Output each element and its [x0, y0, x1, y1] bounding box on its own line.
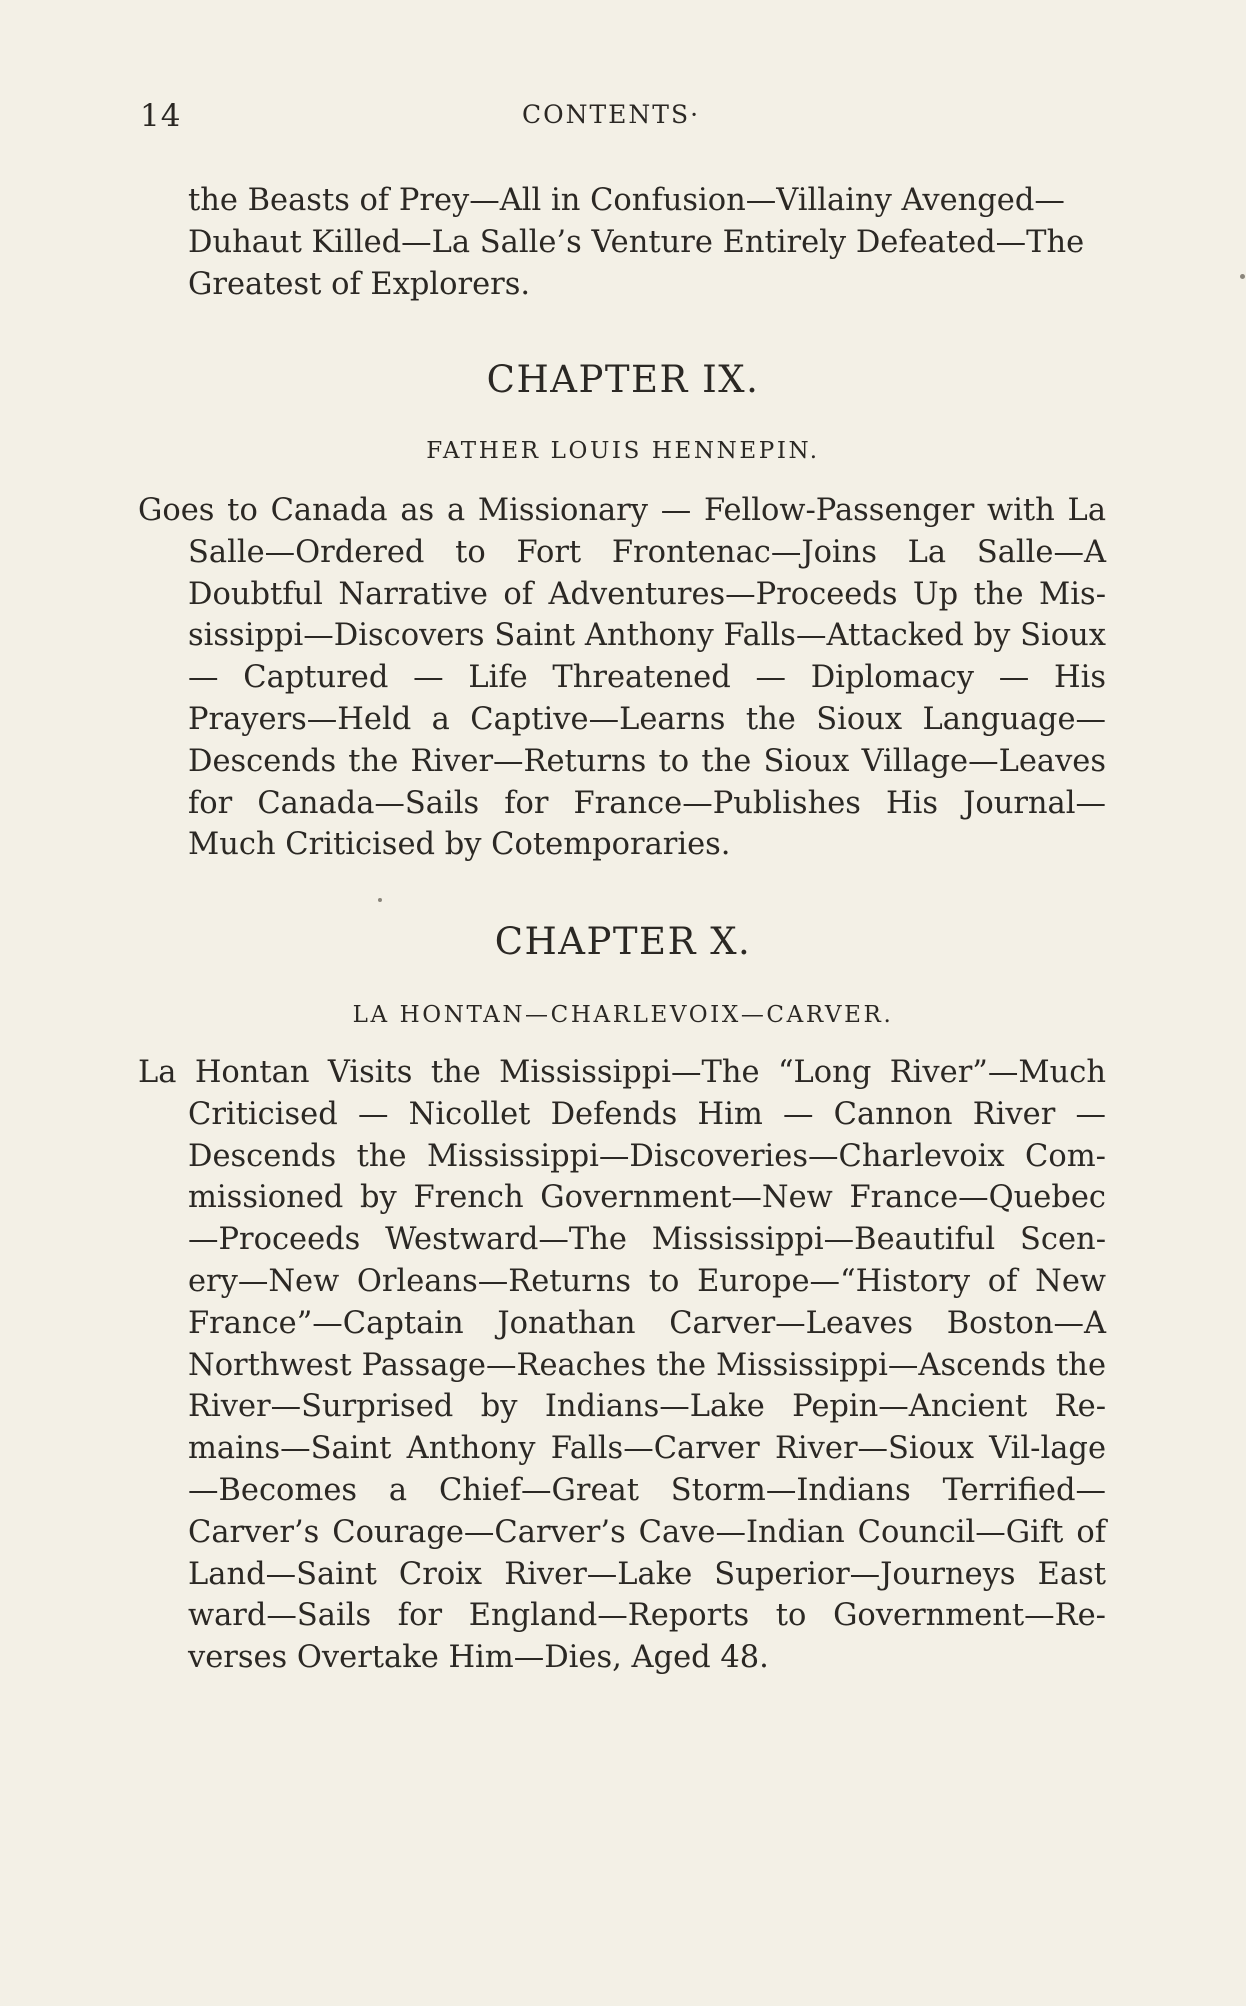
running-head: CONTENTS· — [522, 100, 701, 129]
paper-speck — [1240, 274, 1245, 279]
chapter-heading-ix: CHAPTER IX. — [486, 358, 760, 401]
continued-summary-text: the Beasts of Prey—All in Confusion—Villainy Avenged—Duhaut Killed—La Salle’s Venture Entirely Defeated—The Greatest of Explorers. — [188, 183, 1085, 302]
chapter-summary-x: La Hontan Visits the Mississippi—The “Long River”—Much Criticised — Nicollet Defends Him — Cannon River — Descends the Mississippi—Discoveries—Charlevoix Com-missioned by French Government—New France—Quebec —Proceeds Westward—The Mississippi—Beautiful Scen-ery—New Orleans—Returns to Europe—“History of New France”—Captain Jonathan Carver—Leaves Boston—A Northwest Passage—Reaches the Mississippi—Ascends the River—Surprised by Indians—Lake Pepin—Ancient Re-mains—Saint Anthony Falls—Carver River—Sioux Vil-lage—Becomes a Chief—Great Storm—Indians Terrified—Carver’s Courage—Carver’s Cave—Indian Council—Gift of Land—Saint Croix River—Lake Superior—Journeys East ward—Sails for England—Reports to Government—Re-verses Overtake Him—Dies, Aged 48. — [138, 1055, 1106, 1676]
chapter-summary-ix: Goes to Canada as a Missionary — Fellow-Passenger with La Salle—Ordered to Fort Frontenac—Joins La Salle—A Doubtful Narrative of Adventures—Proceeds Up the Mis-sissippi—Discovers Saint Anthony Falls—Attacked by Sioux — Captured — Life Threatened — Diplomacy — His Prayers—Held a Captive—Learns the Sioux Language—Descends the River—Returns to the Sioux Village—Leaves for Canada—Sails for France—Publishes His Journal—Much Criticised by Cotemporaries. — [138, 493, 1106, 863]
chapter-subject-ix: FATHER LOUIS HENNEPIN. — [426, 438, 820, 464]
page-number: 14 — [140, 98, 182, 134]
paper-speck — [378, 898, 382, 902]
chapter-heading-x: CHAPTER X. — [494, 920, 752, 963]
chapter-subject-x: LA HONTAN—CHARLEVOIX—CARVER. — [352, 1002, 894, 1028]
